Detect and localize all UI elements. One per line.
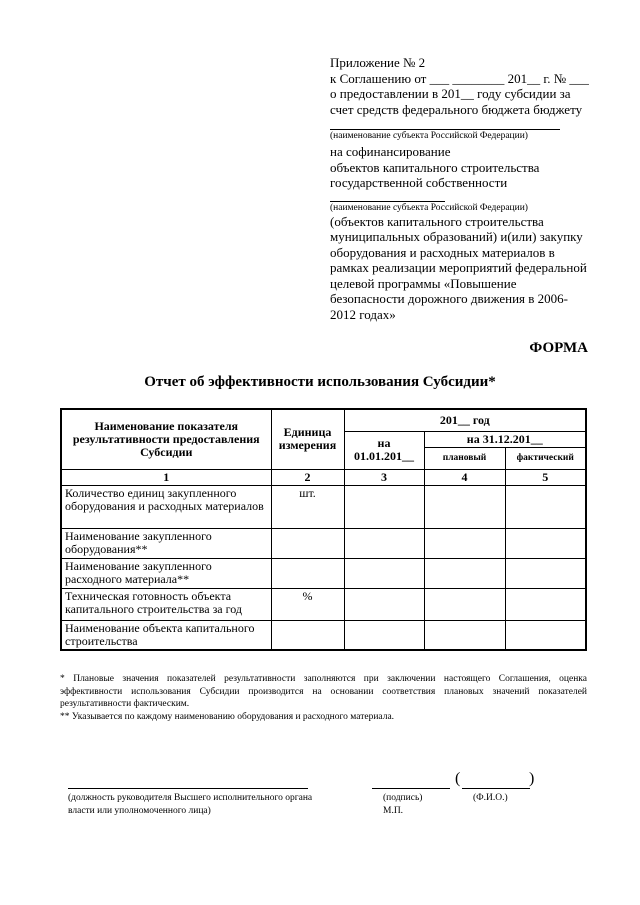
purpose-line-4: целевой программы «Повышение <box>330 275 517 291</box>
value-cell[interactable] <box>424 485 505 528</box>
column-number-row <box>61 469 586 485</box>
value-cell[interactable] <box>505 558 586 588</box>
value-cell[interactable] <box>344 528 424 558</box>
header-indicator-name: Наименование показателя результативности предоставления Субсидии <box>61 409 271 469</box>
cofin-line-2: государственной собственности <box>330 175 508 190</box>
budget-line: счет средств федерального бюджета бюджету <box>330 101 583 117</box>
indicator-unit: шт. <box>271 485 344 528</box>
close-paren: ) <box>529 770 535 787</box>
value-cell[interactable] <box>424 528 505 558</box>
indicator-unit: % <box>271 588 344 620</box>
purpose-line-6: 2012 годах» <box>330 306 396 322</box>
indicator-name: Количество единиц закупленного оборудования и расходных материалов <box>61 485 271 528</box>
value-cell[interactable] <box>424 558 505 588</box>
report-title: Отчет об эффективности использования Субсидии* <box>144 374 496 390</box>
agreement-line: к Соглашению от ___ ________ 201__ г. № ___ <box>330 70 589 86</box>
cofin-line-1: объектов капитального строительства <box>330 159 540 175</box>
column-number: 3 <box>344 469 424 485</box>
value-cell[interactable] <box>424 588 505 620</box>
indicator-name: Наименование закупленного оборудования** <box>61 528 271 558</box>
subsidy-line: о предоставлении в 201__ году субсидии за <box>330 86 571 101</box>
form-label: ФОРМА <box>529 340 588 356</box>
signature-caption: (подпись) <box>383 793 423 803</box>
value-cell[interactable] <box>505 588 586 620</box>
stamp-label: М.П. <box>383 806 404 816</box>
value-cell[interactable] <box>344 620 424 650</box>
purpose-line-5: безопасности дорожного движения в 2006- <box>330 291 569 306</box>
column-number: 4 <box>424 469 505 485</box>
value-cell[interactable] <box>344 485 424 528</box>
table-row <box>61 588 586 620</box>
indicator-name: Техническая готовность объекта капитального строительства за год <box>61 588 271 620</box>
header-on-date: на 01.01.201__ <box>344 431 424 469</box>
purpose-line-2: оборудования и расходных материалов в <box>330 244 555 260</box>
annex-header <box>330 55 630 322</box>
table-row <box>61 528 586 558</box>
purpose-line-3: рамках реализации мероприятий федеральной <box>330 260 587 275</box>
position-caption: (должность руководителя Высшего исполнительного органа власти или уполномоченного лица) <box>68 793 313 816</box>
cofin-line-0: на софинансирование <box>330 144 451 159</box>
value-cell[interactable] <box>505 620 586 650</box>
header-end-date: на 31.12.201__ <box>424 431 586 447</box>
position-line <box>68 788 308 789</box>
region-caption-1: (наименование субъекта Российской Федерации) <box>330 131 528 141</box>
report-table <box>60 408 587 651</box>
value-cell[interactable] <box>344 558 424 588</box>
fio-line <box>462 788 530 789</box>
table-row <box>61 485 586 528</box>
signature-line <box>372 788 450 789</box>
value-cell[interactable] <box>344 588 424 620</box>
indicator-name: Наименование объекта капитального строительства <box>61 620 271 650</box>
value-cell[interactable] <box>505 485 586 528</box>
indicator-unit <box>271 528 344 558</box>
header-year: 201__ год <box>344 409 586 431</box>
fio-caption: (Ф.И.О.) <box>473 793 508 803</box>
footnotes <box>60 673 587 723</box>
column-number: 1 <box>61 469 271 485</box>
column-number: 2 <box>271 469 344 485</box>
value-cell[interactable] <box>424 620 505 650</box>
indicator-unit <box>271 558 344 588</box>
header-actual: фактический <box>505 447 586 469</box>
footnote-2: ** Указывается по каждому наименованию оборудования и расходного материала. <box>60 711 395 722</box>
footnote-1: * Плановые значения показателей результативности заполняются при заключении настоящего Соглашения, оценка эффективности использования Субсидии производится на основании соответствия плановых значений показателей результативности фактическим. <box>60 674 587 709</box>
purpose-line-1: муниципальных образований) и(или) закупку <box>330 229 583 244</box>
header-unit: Единица измерения <box>271 409 344 469</box>
open-paren: ( <box>455 770 461 787</box>
header-planned: плановый <box>424 447 505 469</box>
column-number: 5 <box>505 469 586 485</box>
indicator-name: Наименование закупленного расходного материала** <box>61 558 271 588</box>
value-cell[interactable] <box>505 528 586 558</box>
indicator-unit <box>271 620 344 650</box>
region-caption-2: (наименование субъекта Российской Федерации) <box>330 202 528 213</box>
table-row <box>61 558 586 588</box>
annex-number: Приложение № 2 <box>330 55 426 70</box>
purpose-line-0: (объектов капитального строительства <box>330 213 544 229</box>
table-row <box>61 620 586 650</box>
